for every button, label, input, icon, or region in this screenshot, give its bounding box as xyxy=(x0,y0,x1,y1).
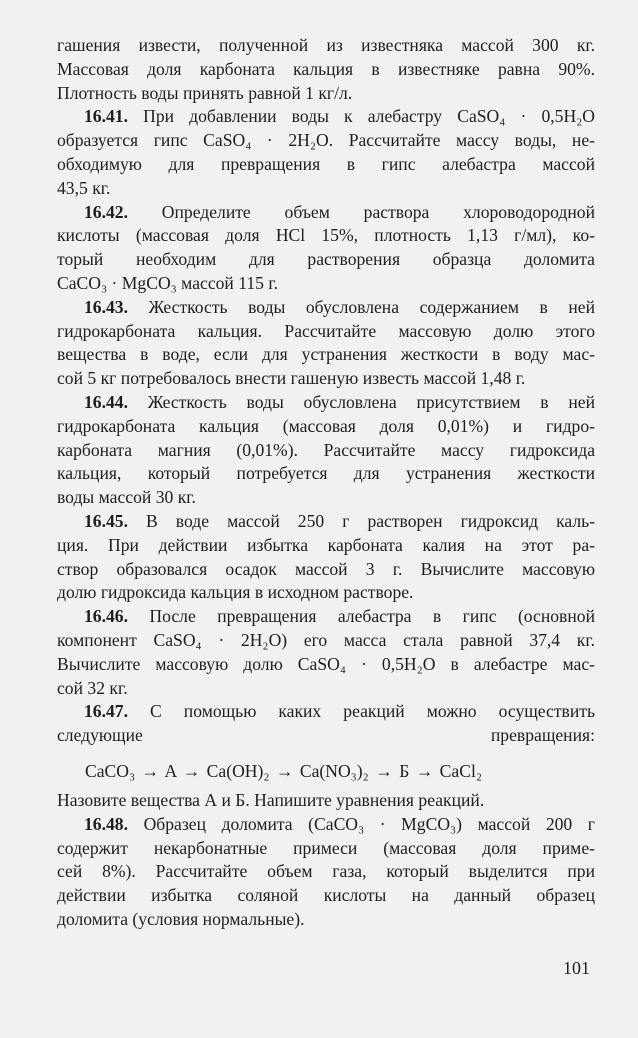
text-line: кислоты (массовая доля HCl 15%, плотность 1,13 г/мл), ко- xyxy=(57,225,595,246)
problem-16-44 xyxy=(57,391,595,510)
text-line: вещества в воде, если для устранения жесткости в воду мас- xyxy=(57,344,595,365)
problem-text: В воде массой 250 г растворен гидроксид каль- xyxy=(146,510,596,531)
problem-number: 16.43. xyxy=(84,296,128,317)
text-line xyxy=(57,700,595,724)
problem-number: 16.41. xyxy=(84,106,128,127)
text-line: CaCO₃ · MgCO₃ массой 115 г. xyxy=(57,272,279,293)
problem-number: 16.44. xyxy=(84,391,128,412)
text-line: обходимую для превращения в гипс алебастра массой xyxy=(57,153,595,174)
text-line: Плотность воды принять равной 1 кг/л. xyxy=(57,82,353,103)
text-line: торый необходим для растворения образца доломита xyxy=(57,249,595,270)
text-line: компонент CaSO₄ · 2H₂O) его масса стала равной 37,4 кг. xyxy=(57,629,595,650)
text-line: гидрокарбоната кальция (массовая доля 0,01%) и гидро- xyxy=(57,415,595,436)
text-line: гашения извести, полученной из известняка массой 300 кг. xyxy=(57,35,595,55)
problem-number: 16.42. xyxy=(84,201,128,222)
text-line: гидрокарбоната кальция. Рассчитайте массовую долю этого xyxy=(57,320,595,341)
problem-text: После превращения алебастра в гипс (основной xyxy=(149,606,595,627)
text-line: сой 32 кг. xyxy=(57,677,128,698)
problem-16-47 xyxy=(57,700,595,812)
text-line: Назовите вещества А и Б. Напишите уравнения реакций. xyxy=(57,789,485,810)
text-line: доломита (условия нормальные). xyxy=(57,908,305,929)
text-line: кальция, который потребуется для устранения жесткости xyxy=(57,463,595,484)
problem-16-41 xyxy=(57,105,595,200)
problem-text: Жесткость воды обусловлена содержанием в ней xyxy=(148,296,595,317)
problem-number: 16.45. xyxy=(84,510,128,531)
problem-16-43 xyxy=(57,296,595,391)
text-line: содержит некарбонатные примеси (массовая доля приме- xyxy=(57,837,595,858)
text-line: ция. При действии избытка карбоната калия на этот ра- xyxy=(57,534,595,555)
problem-16-45 xyxy=(57,510,595,605)
problem-16-48 xyxy=(57,813,595,932)
text-line xyxy=(57,813,595,837)
text-line xyxy=(57,296,595,320)
text-line: сой 5 кг потребовалось внести гашеную известь массой 1,48 г. xyxy=(57,368,526,389)
text-line: сей 8%). Рассчитайте объем газа, который выделится при xyxy=(57,861,595,882)
text-line: воды массой 30 кг. xyxy=(57,487,196,508)
text-line: образуется гипс CaSO₄ · 2H₂O. Рассчитайте массу воды, не- xyxy=(57,130,595,151)
text-line: Массовая доля карбоната кальция в известняке равна 90%. xyxy=(57,58,595,79)
problem-text: С помощью каких реакций можно осуществить xyxy=(150,701,595,722)
problem-text: Определите объем раствора хлороводородной xyxy=(161,201,595,222)
reaction-chain: CaCO₃ → A → Ca(OH)₂ → Ca(NO₃)₂ → Б → CaCl₂ xyxy=(85,760,482,781)
problem-text: Образец доломита (CaCO₃ · MgCO₃) массой 200 г xyxy=(143,813,595,834)
text-line xyxy=(57,605,595,629)
problem-number: 16.48. xyxy=(84,813,128,834)
problem-text: Жесткость воды обусловлена присутствием в ней xyxy=(147,391,595,412)
text-line: Вычислите массовую долю CaSO₄ · 0,5H₂O в алебастре мас- xyxy=(57,653,595,674)
text-line: створ образовался осадок массой 3 г. Вычислите массовую xyxy=(57,558,595,579)
page-number: 101 xyxy=(563,958,590,978)
problem-16-42 xyxy=(57,201,595,296)
text-line: 43,5 кг. xyxy=(57,177,111,198)
page-text xyxy=(57,34,595,932)
text-line: карбоната магния (0,01%). Рассчитайте массу гидроксида xyxy=(57,439,595,460)
text-line xyxy=(57,105,595,129)
text-line: долю гидроксида кальция в исходном растворе. xyxy=(57,582,414,603)
text-line xyxy=(57,391,595,415)
text-line xyxy=(57,510,595,534)
text-line: действии избытка соляной кислоты на данный образец xyxy=(57,885,595,906)
problem-number: 16.46. xyxy=(84,606,128,627)
text-line xyxy=(57,201,595,225)
problem-16-46 xyxy=(57,605,595,700)
intro-paragraph xyxy=(57,34,595,105)
text-line: следующие превращения: xyxy=(57,725,595,746)
problem-number: 16.47. xyxy=(84,701,128,722)
problem-text: При добавлении воды к алебастру CaSO₄ · 0,5H₂O xyxy=(143,106,596,127)
